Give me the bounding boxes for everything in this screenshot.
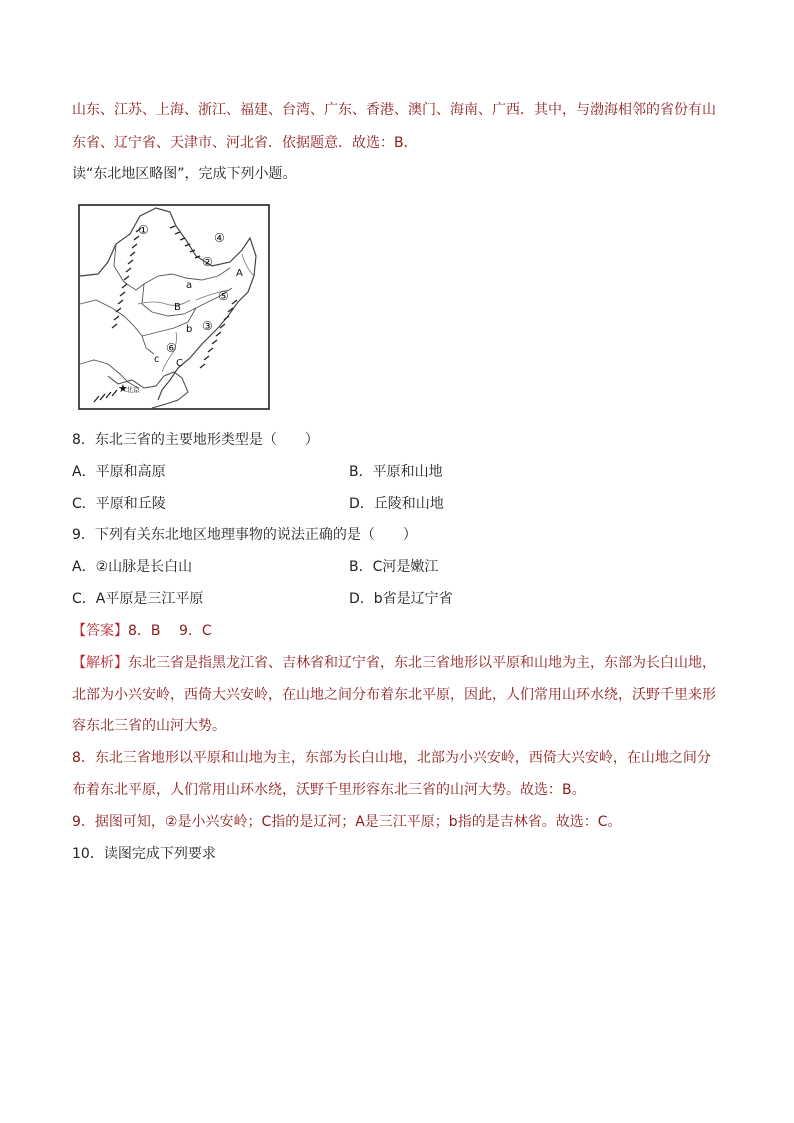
map-label-c4: ④ — [214, 231, 225, 245]
question-prompt: 读“东北地区略图”，完成下列小题。 — [72, 166, 297, 182]
intro-line-2: 东省、辽宁省、天津市、河北省．依据题意．故选：B． — [72, 135, 418, 151]
map-label-b: b — [186, 324, 193, 335]
northeast-china-map — [78, 204, 270, 410]
map-label-c1: ① — [138, 223, 149, 237]
q9-stem: 9．下列有关东北地区地理事物的说法正确的是（ ） — [72, 527, 417, 543]
analysis-line-2: 北部为小兴安岭，西倚大兴安岭，在山地之间分布着东北平原，因此，人们常用山环水绕，沃野千里来形 — [72, 687, 716, 703]
q8-option-c: C．平原和丘陵 — [72, 496, 166, 512]
q8-option-d: D．丘陵和山地 — [349, 496, 444, 512]
analysis-text-1: 东北三省是指黑龙江省、吉林省和辽宁省，东北三省地形以平原和山地为主，东部为长白山地， — [128, 655, 716, 671]
q9-option-b: B．C河是嫩江 — [349, 559, 439, 575]
map-label-C: C — [176, 358, 183, 369]
explanation-9: 9．据图可知，②是小兴安岭；C指的是辽河；A是三江平原；b指的是吉林省。故选：C。 — [72, 814, 622, 830]
map-label-c5: ⑤ — [218, 289, 229, 303]
map-label-c2: ② — [202, 255, 213, 269]
q8-option-b: B．平原和山地 — [349, 464, 443, 480]
map-label-B: B — [174, 302, 181, 313]
beijing-star-icon: ★ — [118, 382, 128, 395]
map-label-beijing: 北京 — [126, 386, 140, 394]
map-label-A: A — [236, 268, 243, 279]
q9-option-c: C．A平原是三江平原 — [72, 591, 204, 607]
map-label-c3: ③ — [202, 319, 213, 333]
answer-text: 8．B 9．C — [128, 623, 212, 639]
analysis-tag: 【解析】 — [72, 655, 128, 671]
intro-line-1: 山东、江苏、上海、浙江、福建、台湾、广东、香港、澳门、海南、广西．其中，与渤海相邻的省份有山 — [72, 102, 716, 118]
analysis-line-3: 容东北三省的山河大势。 — [72, 718, 226, 734]
answer-line — [72, 621, 212, 641]
answer-tag: 【答案】 — [72, 623, 128, 639]
analysis-line-1 — [72, 653, 716, 673]
map-label-c6: ⑥ — [166, 341, 177, 355]
map-label-c: c — [154, 354, 160, 365]
q9-option-a: A．②山脉是长白山 — [72, 559, 193, 575]
map-label-a: a — [186, 280, 193, 291]
explanation-8-line-2: 布着东北平原，人们常用山环水绕，沃野千里形容东北三省的山河大势。故选：B。 — [72, 782, 586, 798]
q9-option-d: D．b省是辽宁省 — [349, 591, 453, 607]
q8-option-a: A．平原和高原 — [72, 464, 166, 480]
q8-stem: 8．东北三省的主要地形类型是（ ） — [72, 432, 319, 448]
q10-stem: 10．读图完成下列要求 — [72, 846, 216, 862]
explanation-8-line-1: 8．东北三省地形以平原和山地为主，东部为长白山地，北部为小兴安岭，西倚大兴安岭，在山地之间分 — [72, 750, 711, 766]
